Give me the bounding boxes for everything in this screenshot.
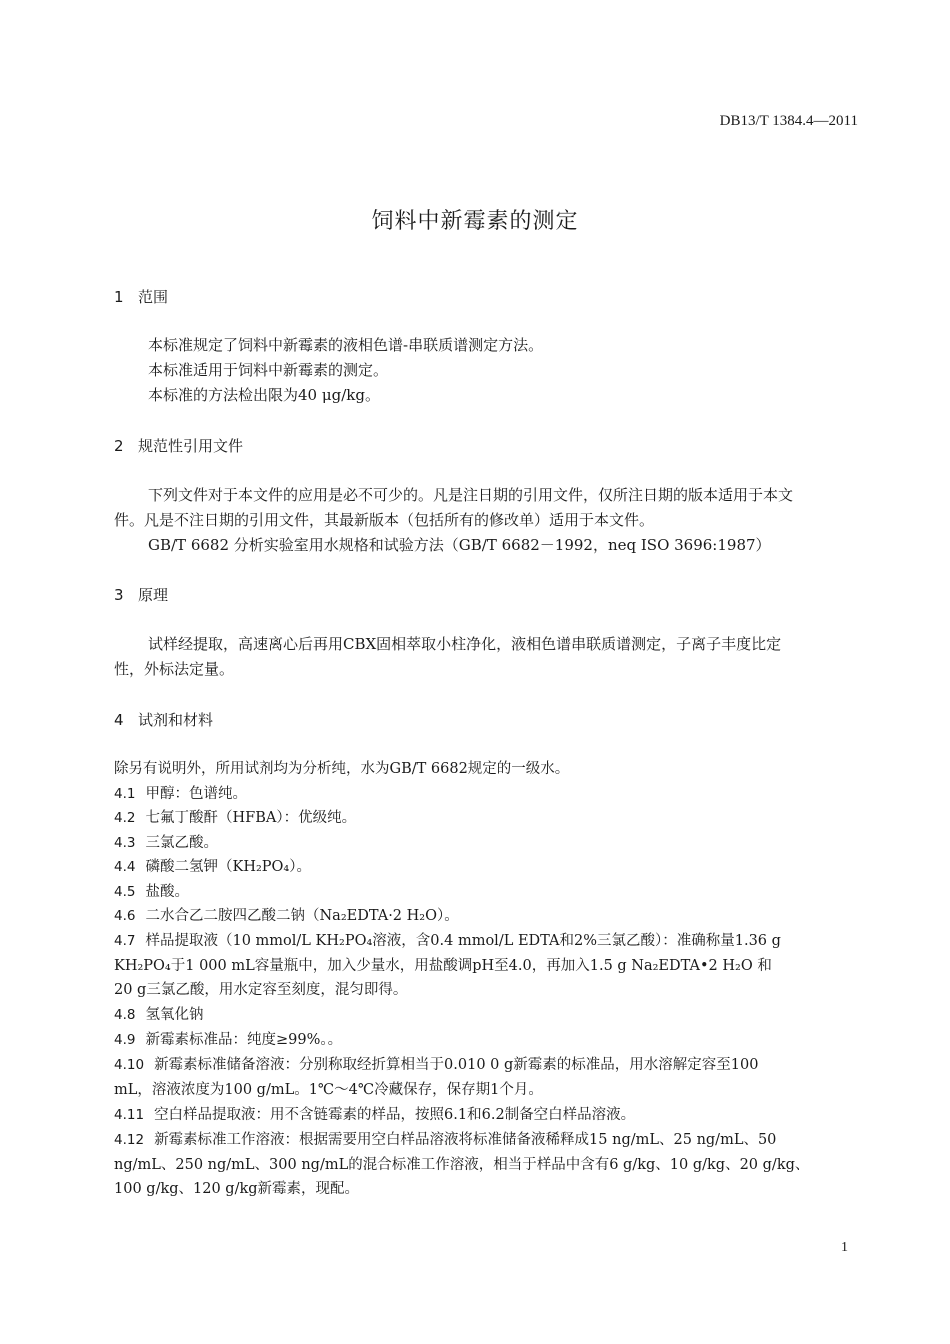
section-number: 2: [114, 437, 124, 455]
reagent-item: [114, 831, 860, 856]
document-code: DB13/T 1384.4—2011: [719, 113, 858, 129]
scope-line: 本标准的方法检出限为40 μg/kg。: [148, 386, 380, 404]
section-number: 1: [114, 288, 124, 306]
item-number: 4.2: [114, 810, 136, 826]
item-text: 新霉素标准品：纯度≥99%。。: [145, 1032, 343, 1048]
item-text: ng/mL、250 ng/mL、300 ng/mL的混合标准工作溶液，相当于样品中含有6 g/kg、10 g/kg、20 g/kg、: [114, 1156, 810, 1173]
principle-line: 性，外标法定量。: [114, 660, 235, 678]
section-number: 3: [114, 586, 124, 604]
section-title: 规范性引用文件: [138, 437, 244, 455]
page-number: 1: [841, 1240, 848, 1255]
item-number: 4.11: [114, 1107, 145, 1123]
page-title: 饲料中新霉素的测定: [371, 209, 579, 234]
scope-line: 本标准适用于饲料中新霉素的测定。: [148, 361, 389, 379]
scope-paragraph: [114, 333, 860, 408]
item-text: KH₂PO₄于1 000 mL容量瓶中，加入少量水，用盐酸调pH至4.0，再加入1.5 g Na₂EDTA•2 H₂O 和: [114, 957, 772, 974]
item-text: 盐酸。: [145, 884, 189, 900]
section-number: 4: [114, 711, 124, 729]
item-number: 4.3: [114, 835, 136, 851]
reagent-item: [114, 782, 860, 807]
references-standard: GB/T 6682 分析实验室用水规格和试验方法（GB/T 6682－1992，neq ISO 3696:1987）: [148, 536, 771, 554]
reagent-item: [114, 806, 860, 831]
item-number: 4.12: [114, 1132, 145, 1148]
item-text: 磷酸二氢钾（KH₂PO₄）。: [145, 859, 311, 875]
reagent-item: [114, 1053, 860, 1102]
scope-line: 本标准规定了饲料中新霉素的液相色谱-串联质谱测定方法。: [148, 336, 544, 354]
references-line: 下列文件对于本文件的应用是必不可少的。凡是注日期的引用文件，仅所注日期的版本适用于本文: [148, 486, 794, 504]
item-number: 4.6: [114, 908, 136, 924]
reagent-item: [114, 1103, 860, 1128]
reagent-item: [114, 904, 860, 929]
references-line: 件。凡是不注日期的引用文件，其最新版本（包括所有的修改单）适用于本文件。: [114, 511, 655, 529]
item-number: 4.9: [114, 1032, 136, 1048]
item-text: 三氯乙酸。: [145, 835, 218, 851]
reagent-item: [114, 929, 860, 1003]
reagent-item: [114, 1128, 860, 1202]
item-text: 氢氧化钠: [145, 1007, 204, 1023]
principle-line: 试样经提取，高速离心后再用CBX固相萃取小柱净化，液相色谱串联质谱测定，子离子丰度比定: [148, 635, 782, 653]
item-number: 4.1: [114, 786, 136, 802]
section-title: 试剂和材料: [138, 711, 214, 729]
item-text: 100 g/kg、120 g/kg新霉素，现配。: [114, 1181, 360, 1197]
reagents-intro: 除另有说明外，所用试剂均为分析纯，水为GB/T 6682规定的一级水。: [114, 761, 570, 777]
item-number: 4.10: [114, 1057, 145, 1073]
reagent-item: [114, 1028, 860, 1053]
section-title: 范围: [138, 288, 169, 306]
reagent-item: [114, 1003, 860, 1028]
item-text: 新霉素标准储备溶液：分别称取经折算相当于0.010 0 g新霉素的标准品，用水溶解定容至100: [154, 1057, 759, 1073]
item-text: mL，溶液浓度为100 g/mL。1℃～4℃冷藏保存，保存期1个月。: [114, 1081, 543, 1098]
reagent-item: [114, 880, 860, 905]
item-number: 4.8: [114, 1007, 136, 1023]
item-text: 新霉素标准工作溶液：根据需要用空白样品溶液将标准储备液稀释成15 ng/mL、25 ng/mL、50: [154, 1132, 777, 1148]
item-number: 4.5: [114, 884, 136, 900]
section-heading-principle: [114, 584, 168, 605]
item-text: 二水合乙二胺四乙酸二钠（Na₂EDTA·2 H₂O）。: [145, 908, 459, 924]
item-text: 七氟丁酸酐（HFBA）：优级纯。: [145, 810, 357, 826]
item-number: 4.4: [114, 859, 136, 875]
section-title: 原理: [138, 586, 169, 604]
item-number: 4.7: [114, 933, 136, 949]
section-heading-scope: [114, 286, 168, 307]
item-text: 空白样品提取液：用不含链霉素的样品，按照6.1和6.2制备空白样品溶液。: [154, 1107, 636, 1123]
section-heading-references: [114, 435, 243, 456]
item-text: 甲醇：色谱纯。: [145, 786, 247, 802]
item-text: 20 g三氯乙酸，用水定容至刻度，混匀即得。: [114, 982, 408, 998]
references-paragraph: [114, 483, 860, 558]
section-heading-reagents: [114, 709, 213, 730]
reagent-item: [114, 855, 860, 880]
principle-paragraph: [114, 632, 860, 682]
item-text: 样品提取液（10 mmol/L KH₂PO₄溶液，含0.4 mmol/L EDTA和2%三氯乙酸）：准确称量1.36 g: [145, 933, 781, 949]
